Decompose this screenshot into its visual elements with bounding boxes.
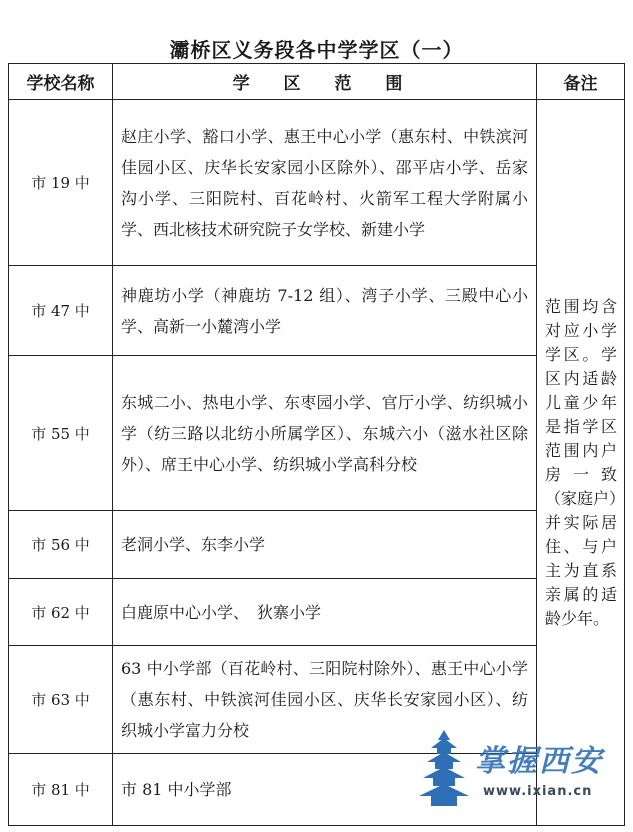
- watermark-name: 掌握西安: [475, 744, 603, 779]
- table-header-row: [9, 64, 625, 100]
- table-row: [9, 511, 625, 579]
- district-scope: 老洞小学、东李小学: [113, 511, 537, 579]
- school-name: 市 55 中: [9, 356, 113, 511]
- table-row: [9, 266, 625, 356]
- district-scope: 白鹿原中心小学、 狄寨小学: [113, 579, 537, 646]
- school-district-table: [8, 63, 625, 826]
- district-scope: 63 中小学部（百花岭村、三阳院村除外）、惠王中心小学（惠东村、中铁滨河佳园小区、庆华长安家园小区）、纺织城小学富力分校: [113, 646, 537, 754]
- watermark-url: www.ixian.cn: [483, 784, 593, 799]
- district-scope: 神鹿坊小学（神鹿坊 7-12 组）、湾子小学、三殿中心小学、高新一小麓湾小学: [113, 266, 537, 356]
- header-scope: 学 区 范 围: [113, 64, 537, 100]
- school-name: 市 19 中: [9, 100, 113, 266]
- table-row: [9, 356, 625, 511]
- page-title: 灞桥区义务段各中学学区（一）: [169, 38, 464, 62]
- watermark: [415, 726, 615, 812]
- header-note: 备注: [537, 64, 625, 100]
- table-row: [9, 100, 625, 266]
- district-scope: 东城二小、热电小学、东枣园小学、官厅小学、纺织城小学（纺三路以北纺小所属学区）、东城六小（滋水社区除外）、席王中心小学、纺织城小学高科分校: [113, 356, 537, 511]
- table-row: [9, 579, 625, 646]
- district-scope: 市 81 中小学部: [113, 754, 537, 826]
- school-name: 市 56 中: [9, 511, 113, 579]
- district-scope: 赵庄小学、豁口小学、惠王中心小学（惠东村、中铁滨河佳园小区、庆华长安家园小区除外）、邵平店小学、岳家沟小学、三阳院村、百花岭村、火箭军工程大学附属小学、西北核技术研究院子女学校、新建小学: [113, 100, 537, 266]
- pagoda-logo-icon: [415, 728, 473, 808]
- school-name: 市 63 中: [9, 646, 113, 754]
- school-name: 市 62 中: [9, 579, 113, 646]
- note-cell: 范围均含对应小学学区。学区内适龄儿童少年是指学区范围内户房一致（家庭户）并实际居住、与户主为直系亲属的适龄少年。: [537, 100, 625, 826]
- school-name: 市 81 中: [9, 754, 113, 826]
- header-school: 学校名称: [9, 64, 113, 100]
- school-name: 市 47 中: [9, 266, 113, 356]
